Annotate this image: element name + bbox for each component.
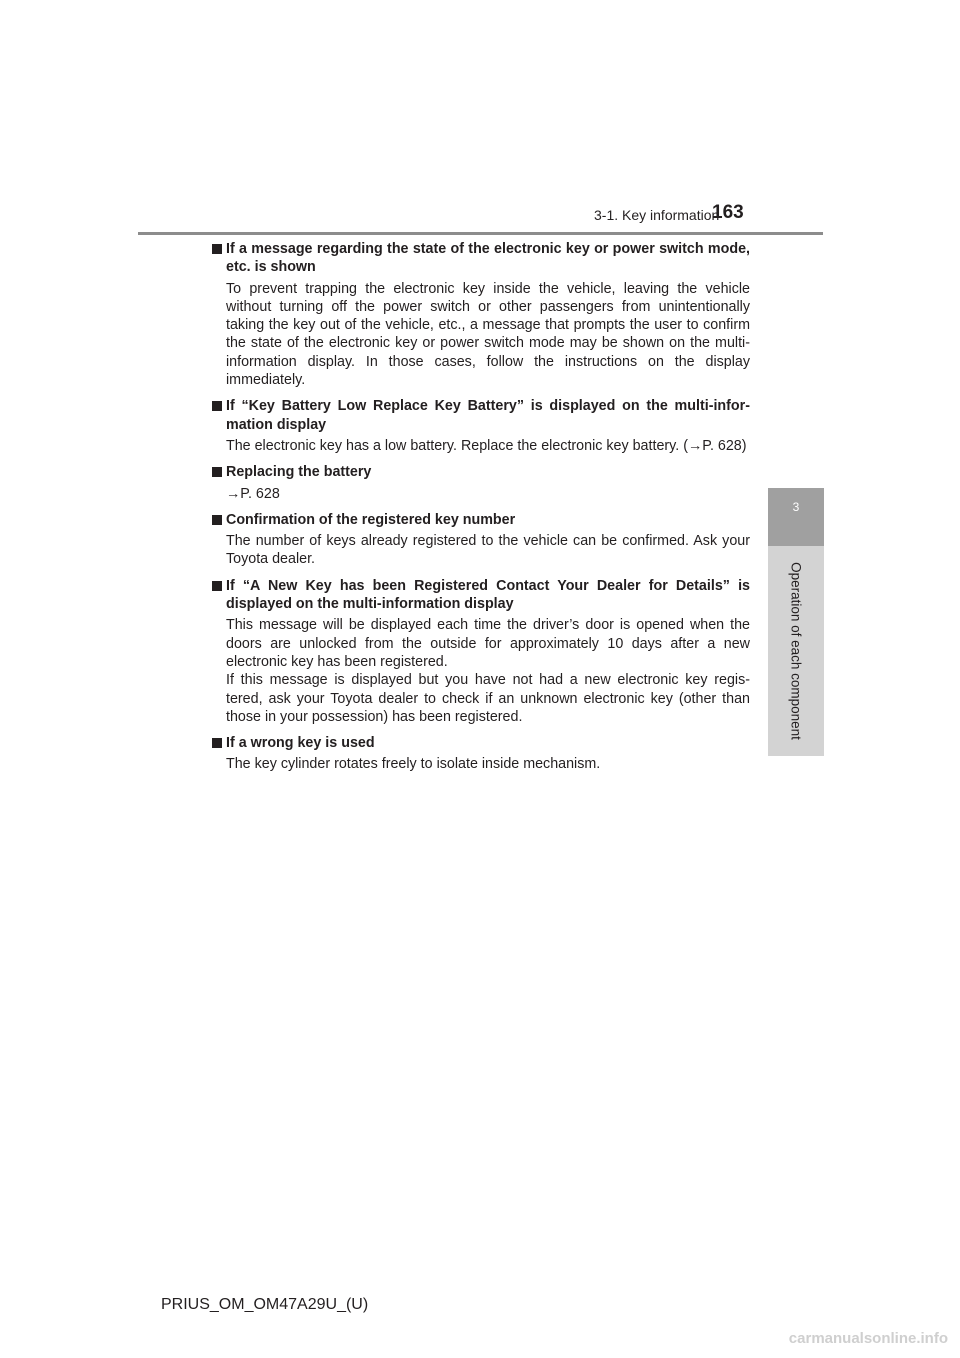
bullet-square-icon — [212, 467, 222, 477]
item-body: This message will be displayed each time the driver’s door is opened when the doors are unlocked from the outside for approximately 10 days after a new electronic key has been registered. — [226, 617, 750, 670]
header-section-title: 3-1. Key information — [594, 207, 720, 223]
bullet-square-icon — [212, 401, 222, 411]
bullet-square-icon — [212, 738, 222, 748]
item-title: Replacing the battery — [212, 463, 750, 481]
bullet-square-icon — [212, 244, 222, 254]
item-replacing-battery — [212, 463, 750, 503]
item-body: To prevent trapping the electronic key inside the vehicle, leaving the vehicle without turning off the power switch or other passengers from unintentionally taking the key out of the vehicle, etc., a message that prompts the user to confirm the state of the electronic key or power switch mode may be shown on the multi-information display. In those cases, follow the instructions on the display immediately. — [226, 280, 750, 389]
item-body: The key cylinder rotates freely to isolate inside mechanism. — [226, 756, 601, 773]
watermark: carmanualsonline.info — [788, 1330, 948, 1347]
item-body-continued: If this message is displayed but you have not had a new electronic key regis- tered, ask your Toyota dealer to check if an unknown electronic key (other than those in your possession) has been registered. — [226, 672, 750, 725]
item-title: If a wrong key is used — [212, 734, 750, 752]
chapter-tab — [768, 488, 824, 546]
bullet-square-icon — [212, 581, 222, 591]
page-number: 163 — [712, 202, 744, 223]
chapter-number: 3 — [792, 500, 800, 514]
item-title: If “Key Battery Low Replace Key Battery” is displayed on the multi-infor- mation display — [212, 397, 750, 434]
item-title: Confirmation of the registered key number — [212, 511, 750, 529]
header-rule — [138, 232, 823, 235]
item-title: If “A New Key has been Registered Contact Your Dealer for Details” is displayed on the multi-information display — [212, 577, 750, 614]
chapter-title: Operation of each component — [788, 562, 804, 740]
item-body: →P. 628 — [226, 485, 280, 502]
bullet-square-icon — [212, 515, 222, 525]
item-registered-key-number — [212, 511, 750, 569]
item-key-battery-low — [212, 397, 750, 455]
document-code: PRIUS_OM_OM47A29U_(U) — [161, 1296, 369, 1313]
item-new-key-registered — [212, 577, 750, 726]
item-body: The electronic key has a low battery. Replace the electronic key battery. (→P. 628) — [226, 437, 747, 454]
item-wrong-key — [212, 734, 750, 774]
item-title: If a message regarding the state of the electronic key or power switch mode, etc. is shown — [212, 240, 750, 277]
item-message-shown — [212, 240, 750, 389]
content — [212, 240, 750, 782]
item-body: The number of keys already registered to the vehicle can be confirmed. Ask your Toyota dealer. — [226, 533, 750, 568]
